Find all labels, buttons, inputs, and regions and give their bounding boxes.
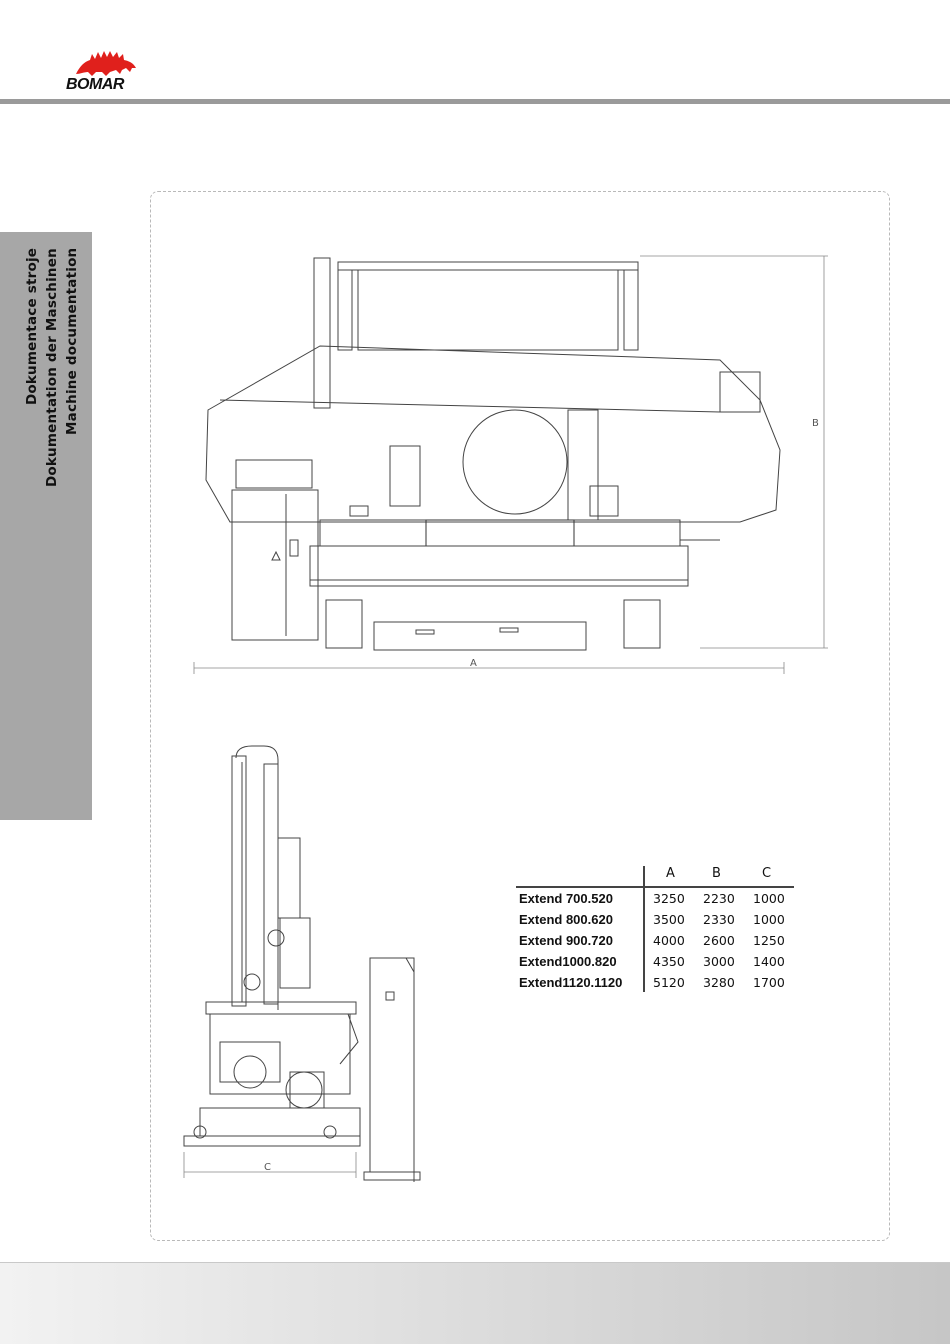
table-header-c: C: [762, 866, 772, 881]
front-view-drawing: [180, 250, 830, 680]
value-a: 5120: [653, 975, 685, 990]
table-row: [516, 954, 806, 974]
value-b: 2230: [703, 891, 735, 906]
table-header-rule: [516, 886, 794, 888]
bomar-logo: [66, 48, 146, 98]
header-rule: [0, 99, 950, 104]
model-name: Extend 800.620: [519, 912, 613, 927]
value-a: 3500: [653, 912, 685, 927]
value-c: 1400: [753, 954, 785, 969]
table-row: [516, 975, 806, 995]
sidebar-line-en: Machine documentation: [64, 248, 80, 436]
footer-band: [0, 1262, 950, 1344]
value-a: 4350: [653, 954, 685, 969]
value-a: 4000: [653, 933, 685, 948]
dimension-table: [516, 866, 806, 996]
footer-rule: [0, 1262, 950, 1263]
dimension-a-label: A: [470, 658, 477, 669]
value-c: 1000: [753, 891, 785, 906]
value-a: 3250: [653, 891, 685, 906]
value-b: 3000: [703, 954, 735, 969]
model-name: Extend1120.1120: [519, 975, 623, 990]
value-c: 1700: [753, 975, 785, 990]
value-c: 1000: [753, 912, 785, 927]
value-b: 2600: [703, 933, 735, 948]
value-b: 3280: [703, 975, 735, 990]
sidebar-labels: [20, 248, 82, 508]
dimension-b-label: B: [812, 418, 819, 429]
sidebar-line-cz: Dokumentace stroje: [24, 248, 40, 406]
table-row: [516, 933, 806, 953]
value-c: 1250: [753, 933, 785, 948]
table-row: [516, 891, 806, 911]
logo-text: BOMAR: [66, 76, 124, 93]
model-name: Extend1000.820: [519, 954, 617, 969]
side-view-drawing: [180, 742, 440, 1182]
model-name: Extend 900.720: [519, 933, 613, 948]
value-b: 2330: [703, 912, 735, 927]
table-header-b: B: [712, 866, 721, 881]
sidebar-line-de: Dokumentation der Maschinen: [44, 248, 60, 487]
table-row: [516, 912, 806, 932]
model-name: Extend 700.520: [519, 891, 613, 906]
table-header-a: A: [666, 866, 675, 881]
dimension-c-label: C: [264, 1162, 271, 1173]
